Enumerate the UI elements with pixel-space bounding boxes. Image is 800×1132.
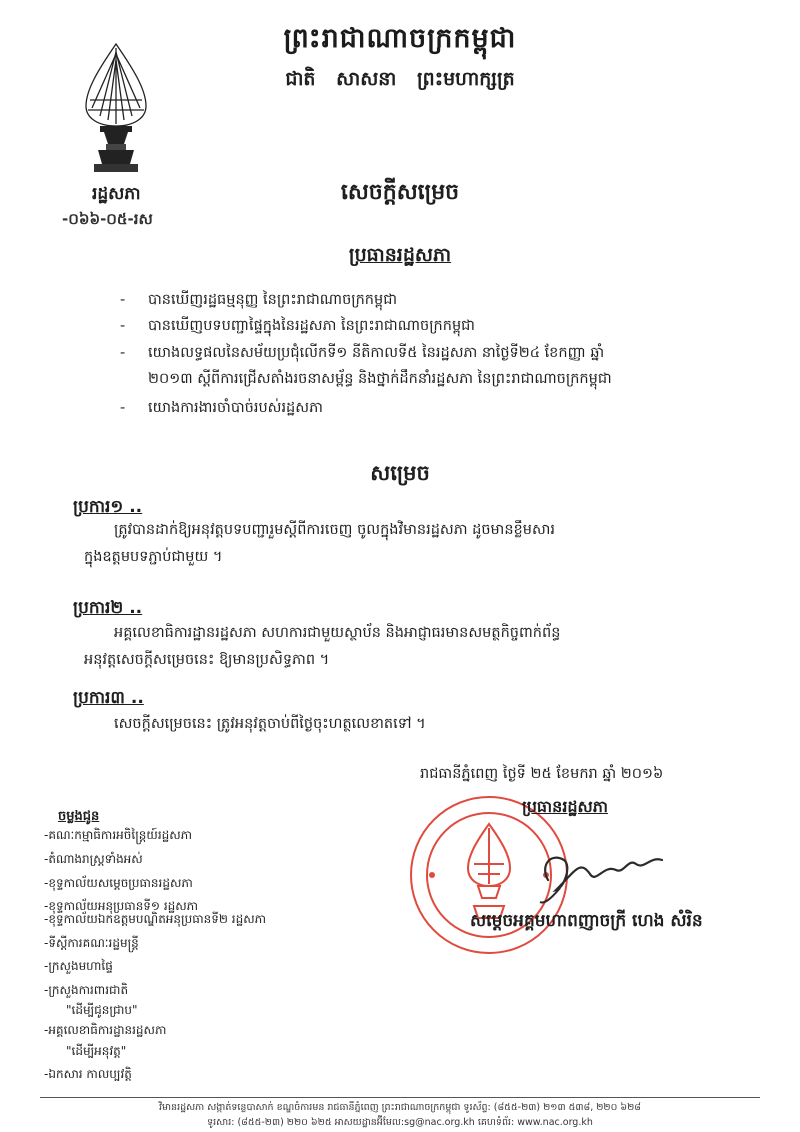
cc-item: -ឯកសារ កាលប្បវត្តិ bbox=[44, 1067, 132, 1081]
signer-name: សម្ដេចអគ្គមហាពញាចក្រី ហេង សំរិន bbox=[470, 911, 703, 931]
article-3-label: ប្រការ៣ .. bbox=[73, 688, 144, 708]
signature-icon bbox=[520, 830, 710, 910]
recital-text: យោងលទ្ធផលនៃសម័យប្រជុំលើកទី១ នីតិកាលទី៥ នៃរដ្ឋសភា នាថ្ងៃទី២៤ ខែកញ្ញា ឆ្នាំ bbox=[148, 345, 605, 361]
document-title: សេចក្ដីសម្រេច bbox=[340, 180, 460, 205]
cc-item: -ក្រសួងការពារជាតិ bbox=[44, 983, 129, 997]
cc-item: -ខុទ្ទកាល័យឯកឧត្តមបណ្ឌិតអនុប្រធានទី២ រដ្ឋសភា bbox=[44, 912, 267, 926]
recital-continuation: ២០១៣ ស្ដីពីការជ្រើសតាំងរចនាសម្ព័ន្ធ និងថ្នាក់ដឹកនាំរដ្ឋសភា នៃព្រះរាជាណាចក្រកម្ពុជា bbox=[148, 371, 612, 387]
cc-item: -តំណាងរាស្ត្រទាំងអស់ bbox=[44, 852, 143, 866]
article-1-label: ប្រការ១ .. bbox=[73, 497, 143, 517]
kingdom-title: ព្រះរាជាណាចក្រកម្ពុជា bbox=[283, 23, 517, 54]
cc-item: -ខុទ្ទកាល័យអនុប្រធានទី១ រដ្ឋសភា bbox=[44, 899, 199, 913]
recital-dash: - bbox=[120, 318, 126, 334]
article-2-line-2: អនុវត្តសេចក្ដីសម្រេចនេះ ឱ្យមានប្រសិទ្ធភាព ។ bbox=[84, 652, 330, 668]
cc-item: -ខុទ្ទកាល័យសម្ដេចប្រធានរដ្ឋសភា bbox=[44, 876, 193, 890]
article-3-line-1: សេចក្ដីសម្រេចនេះ ត្រូវអនុវត្តចាប់ពីថ្ងៃចុះហត្ថលេខាតទៅ ។ bbox=[114, 716, 426, 732]
cc-item: "ដើម្បីជូនជ្រាប" bbox=[66, 1003, 138, 1017]
cc-heading: ចម្លងជូន bbox=[58, 809, 100, 824]
cc-item: -អគ្គលេខាធិការដ្ឋានរដ្ឋសភា bbox=[44, 1023, 167, 1037]
signer-title: ប្រធានរដ្ឋសភា bbox=[522, 797, 609, 816]
article-2-line-1: អគ្គលេខាធិការដ្ឋានរដ្ឋសភា សហការជាមួយស្ថាប័ន និងអាជ្ញាធរមានសមត្ថកិច្ចពាក់ព័ន្ធ bbox=[114, 625, 561, 641]
cc-item: -ក្រសួងមហាផ្ទៃ bbox=[44, 959, 113, 973]
president-heading: ប្រធានរដ្ឋសភា bbox=[348, 244, 452, 266]
recital-text: បានឃើញបទបញ្ជាផ្ទៃក្នុងនៃរដ្ឋសភា នៃព្រះរាជាណាចក្រកម្ពុជា bbox=[148, 318, 475, 334]
national-assembly-emblem-icon bbox=[78, 40, 154, 178]
article-1-line-2: ក្នុងឧត្ដមបទភ្ជាប់ជាមួយ ។ bbox=[84, 549, 223, 565]
cc-item: "ដើម្បីអនុវត្ត" bbox=[66, 1044, 127, 1058]
senate-label: រដ្ឋសភា bbox=[92, 184, 141, 204]
recital-dash: - bbox=[120, 400, 126, 416]
national-motto: ជាតិ សាសនា ព្រះមហាក្សត្រ bbox=[285, 68, 515, 90]
recital-text: យោងការងារចាំបាច់របស់រដ្ឋសភា bbox=[148, 400, 323, 416]
footer-divider bbox=[40, 1097, 760, 1098]
article-2-label: ប្រការ២ .. bbox=[73, 598, 143, 618]
footer-address: វិមានរដ្ឋសភា សង្កាត់ទន្លេបាសាក់ ខណ្ឌចំការមន រាជធានីភ្នំពេញ ព្រះរាជាណាចក្រកម្ពុជា ទូរស័ព្ទ: (៨៥៥-២៣) ២១៣ ៥៣៨, ២២០ ៦២៨ bbox=[159, 1102, 641, 1113]
recital-text: បានឃើញរដ្ឋធម្មនុញ្ញ នៃព្រះរាជាណាចក្រកម្ពុជា bbox=[148, 292, 398, 308]
reference-number: -០៦៦-០៥-រស bbox=[62, 210, 153, 228]
recital-dash: - bbox=[120, 345, 126, 361]
cc-item: -ទីស្ដីការគណៈរដ្ឋមន្ត្រី bbox=[44, 936, 139, 950]
decide-heading: សម្រេច bbox=[370, 461, 430, 485]
date-line: រាជធានីភ្នំពេញ ថ្ងៃទី ២៥ ខែមករា ឆ្នាំ ២០១៦ bbox=[420, 766, 664, 782]
footer-contact: ទូរសារ: (៨៥៥-២៣) ២២០ ៦២៥ អាសយដ្ឋានអ៊ីមែល:sg@nac.org.kh គេហទំព័រ: www.nac.org.kh bbox=[207, 1117, 593, 1128]
article-1-line-1: ត្រូវបានដាក់ឱ្យអនុវត្តបទបញ្ជារួមស្ដីពីការចេញ ចូលក្នុងវិមានរដ្ឋសភា ដូចមានខ្លឹមសារ bbox=[114, 522, 555, 538]
recital-dash: - bbox=[120, 292, 126, 308]
cc-item: -គណៈកម្មាធិការអចិន្ត្រៃយ៍រដ្ឋសភា bbox=[44, 828, 193, 842]
